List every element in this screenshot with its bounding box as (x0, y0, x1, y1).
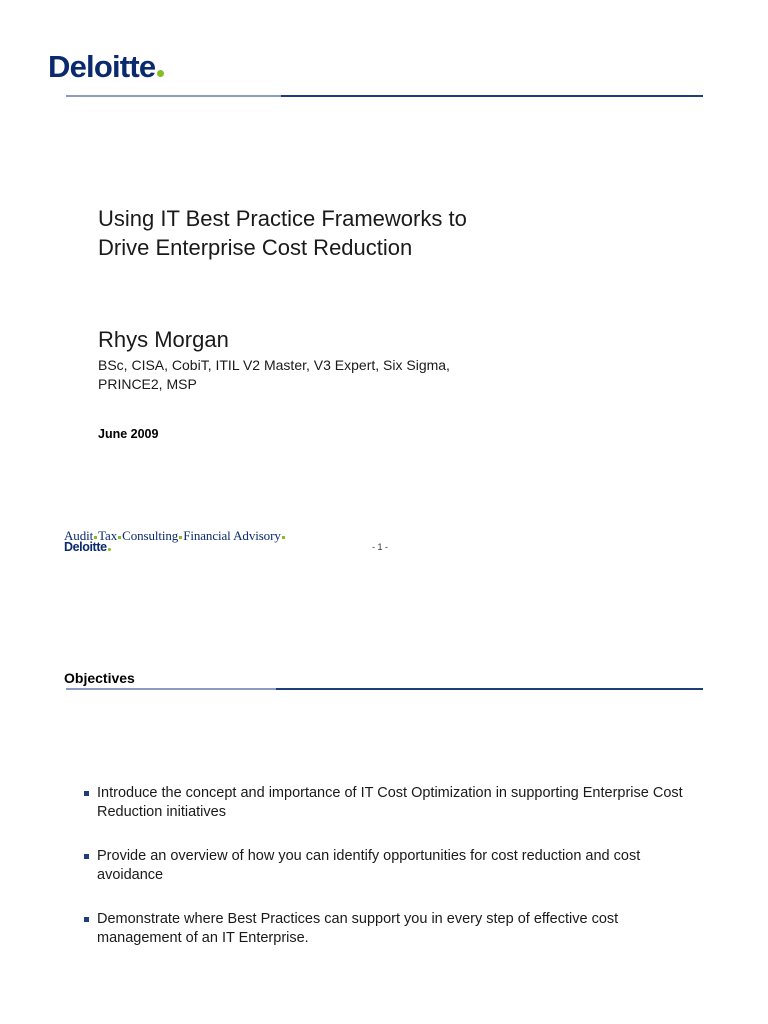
presenter-credentials (98, 356, 538, 394)
footer-logo-wordmark: Deloitte (64, 540, 107, 554)
list-item (84, 784, 704, 822)
section-heading: Objectives (64, 670, 135, 686)
header-rule (66, 95, 703, 97)
footer-logo (64, 540, 111, 554)
deloitte-logo (48, 50, 164, 84)
square-bullet-icon (84, 791, 89, 796)
footer-logo-dot-icon (108, 548, 111, 551)
logo-wordmark: Deloitte (48, 49, 156, 84)
list-item (84, 910, 704, 948)
presenter-name: Rhys Morgan (98, 327, 229, 352)
presentation-title (98, 204, 618, 262)
credentials-line-1: BSc, CISA, CobiT, ITIL V2 Master, V3 Expert, Six Sigma, (98, 357, 450, 373)
tagline-separator (282, 536, 285, 539)
tagline-separator (118, 536, 121, 539)
list-item-text: Provide an overview of how you can identify opportunities for cost reduction and cost avoidance (97, 848, 641, 883)
title-line-2: Drive Enterprise Cost Reduction (98, 235, 413, 260)
presentation-date: June 2009 (98, 427, 159, 441)
logo-dot-icon (157, 70, 164, 77)
square-bullet-icon (84, 917, 89, 922)
section-rule (66, 688, 703, 690)
tagline-separator (94, 536, 97, 539)
list-item-text: Demonstrate where Best Practices can support you in every step of effective cost management of an IT Enterprise. (97, 911, 619, 946)
list-item (84, 847, 704, 885)
tagline-consulting: Consulting (122, 528, 179, 543)
page-number: - 1 - (372, 542, 389, 552)
list-item-text: Introduce the concept and importance of IT Cost Optimization in supporting Enterprise Cost Reduction initiatives (97, 785, 683, 820)
tagline-financial-advisory: Financial Advisory (183, 528, 281, 543)
credentials-line-2: PRINCE2, MSP (98, 376, 197, 392)
title-line-1: Using IT Best Practice Frameworks to (98, 206, 467, 231)
objectives-list (84, 784, 704, 973)
square-bullet-icon (84, 854, 89, 859)
tagline-tax: Tax (98, 528, 118, 543)
tagline-audit: Audit (64, 528, 94, 543)
tagline-separator (179, 536, 182, 539)
